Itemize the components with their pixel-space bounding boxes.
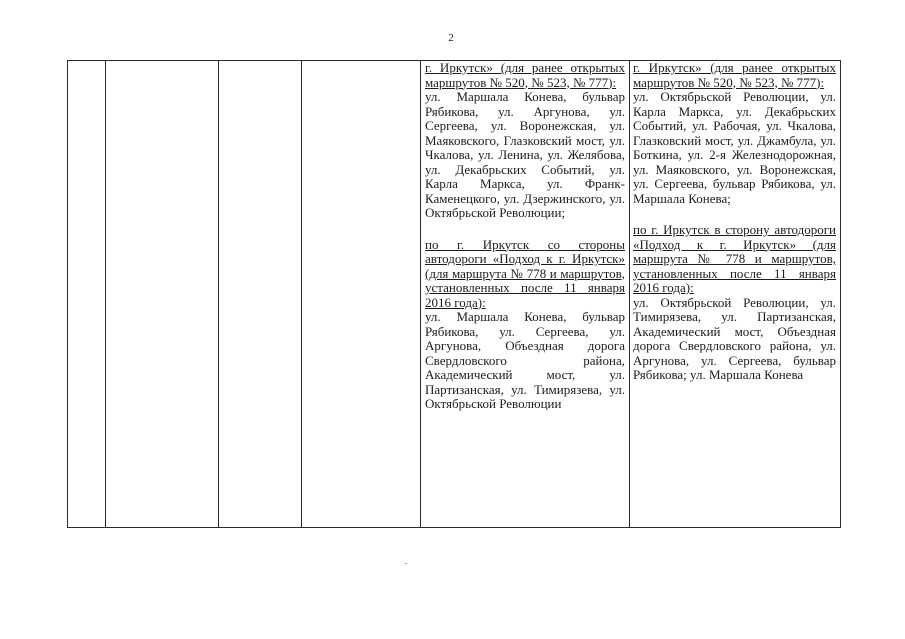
route-table (67, 60, 841, 528)
forward-section1-streets: ул. Маршала Конева, бульвар Рябикова, ул. Аргунова, ул. Сергеева, ул. Воронежская, ул. Маяковского, Глазковский мост, ул. Чкалова, ул. Ленина, ул. Желябова, ул. Декабрьских Событий, ул. Карла Маркса, ул. Франк-Каменецкого, ул. Дзержинского, ул. Октябрьской Революции; (425, 89, 625, 220)
forward-section1-header: г. Иркутск» (для ранее открытых маршрутов № 520, № 523, № 777): (425, 60, 625, 90)
return-section1-streets: ул. Октябрьской Революции, ул. Карла Маркса, ул. Декабрьских Событий, ул. Рабочая, ул. Чкалова, Глазковский мост, ул. Джамбула, ул. Боткина, ул. 2-я Железнодорожная, ул. Маяковского, ул. Воронежская, ул. Сергеева, бульвар Рябикова, ул. Маршала Конева; (633, 89, 836, 206)
forward-section2-streets: ул. Маршала Конева, бульвар Рябикова, ул. Сергеева, ул. Аргунова, Объездная дорога Свердловского района, Академический мост, ул. Партизанская, ул. Тимирязева, ул. Октябрьской Революции (425, 309, 625, 411)
column-divider-1 (105, 61, 106, 527)
column-divider-2 (218, 61, 219, 527)
return-section1-header: г. Иркутск» (для ранее открытых маршрутов № 520, № 523, № 777): (633, 60, 836, 90)
forward-section2-header: по г. Иркутск со стороны автодороги «Подход к г. Иркутск» (для маршрута № 778 и маршрутов, установленных после 11 января 2016 года): (425, 236, 625, 310)
return-section2-header: по г. Иркутск в сторону автодороги «Подход к г. Иркутск» (для маршрута № 778 и маршрутов, установленных после 11 января 2016 года): (633, 222, 836, 295)
scan-speck (405, 563, 407, 564)
page-number: 2 (448, 32, 454, 44)
column-divider-4 (420, 61, 421, 527)
column-divider-5 (629, 61, 630, 527)
route-forward-cell (425, 61, 625, 412)
return-section2-streets: ул. Октябрьской Революции, ул. Тимирязева, ул. Партизанская, Академический мост, Объездная дорога Свердловского района, ул. Аргунова, ул. Сергеева, бульвар Рябикова; ул. Маршала Конева (633, 294, 836, 382)
route-return-cell (633, 61, 836, 383)
column-divider-3 (301, 61, 302, 527)
